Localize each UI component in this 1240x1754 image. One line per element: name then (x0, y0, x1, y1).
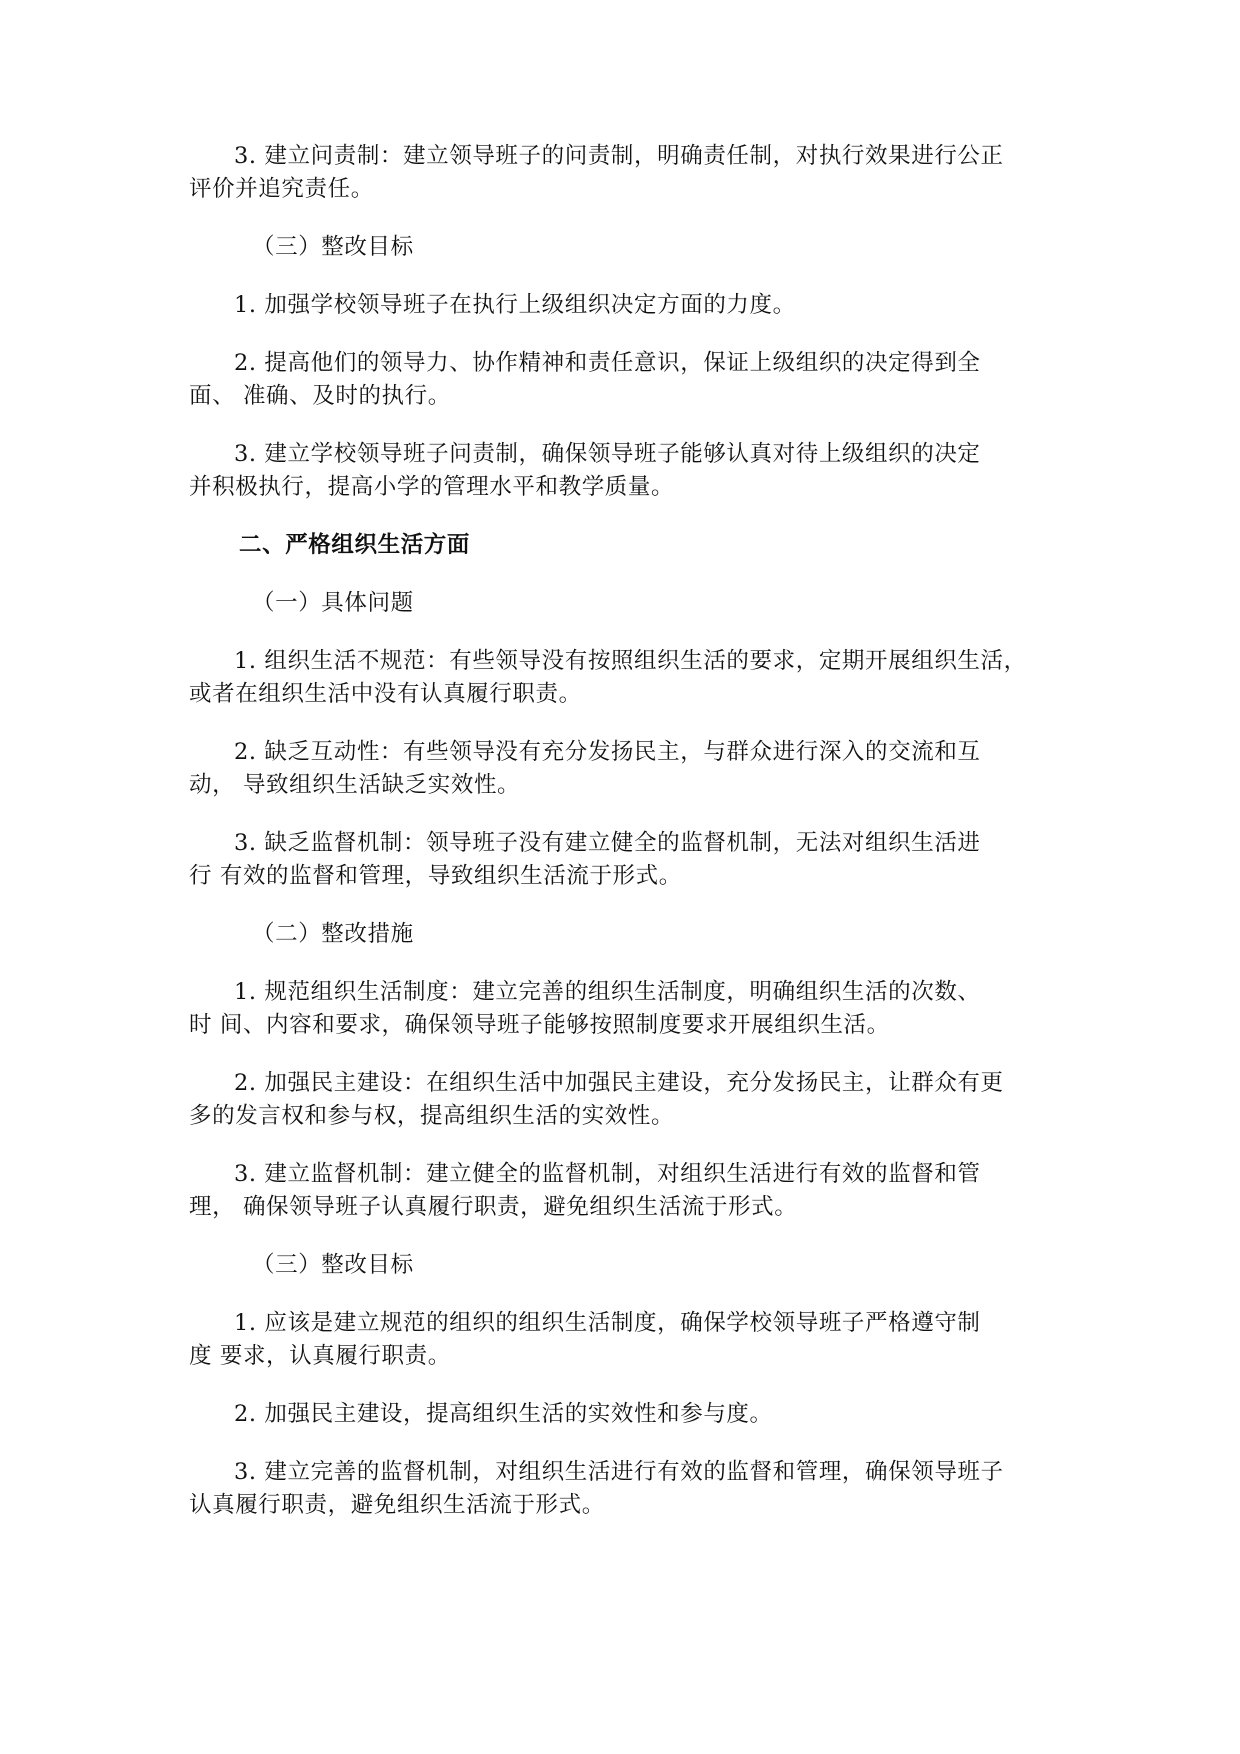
text-line: 度 要求，认真履行职责。 (189, 1343, 451, 1369)
text-line: 1. 组织生活不规范：有些领导没有按照组织生活的要求，定期开展组织生活， (234, 648, 1027, 674)
section-subheading (189, 1249, 1051, 1282)
text-line: 多的发言权和参与权，提高组织生活的实效性。 (189, 1103, 675, 1129)
paragraph (189, 347, 1051, 413)
paragraph (189, 736, 1051, 802)
text-line: 2. 提高他们的领导力、协作精神和责任意识，保证上级组织的决定得到全 (234, 350, 981, 376)
text-line: 3. 建立问责制：建立领导班子的问责制，明确责任制，对执行效果进行公正 (234, 143, 1004, 169)
text-line: （一）具体问题 (252, 590, 414, 616)
document-body (189, 140, 1051, 1547)
section-heading (189, 529, 1051, 562)
text-line: 面、 准确、及时的执行。 (189, 383, 451, 409)
text-line: 评价并追究责任。 (189, 176, 374, 202)
paragraph (189, 140, 1051, 206)
section-subheading (189, 918, 1051, 951)
text-line: 2. 加强民主建设，提高组织生活的实效性和参与度。 (234, 1401, 773, 1427)
section-subheading (189, 587, 1051, 620)
text-line: 动， 导致组织生活缺乏实效性。 (189, 772, 521, 798)
text-line: 3. 建立学校领导班子问责制，确保领导班子能够认真对待上级组织的决定 (234, 441, 981, 467)
text-line: （三）整改目标 (252, 234, 414, 260)
paragraph (189, 438, 1051, 504)
paragraph (189, 1158, 1051, 1224)
text-line: 1. 应该是建立规范的组织的组织生活制度，确保学校领导班子严格遵守制 (234, 1310, 981, 1336)
text-line: 并积极执行，提高小学的管理水平和教学质量。 (189, 474, 675, 500)
paragraph (189, 289, 1051, 322)
paragraph (189, 1398, 1051, 1431)
text-line: 理， 确保领导班子认真履行职责，避免组织生活流于形式。 (189, 1194, 798, 1220)
paragraph (189, 1307, 1051, 1373)
text-line: （二）整改措施 (252, 921, 414, 947)
text-line: 2. 缺乏互动性：有些领导没有充分发扬民主，与群众进行深入的交流和互 (234, 739, 981, 765)
text-line: 3. 建立完善的监督机制，对组织生活进行有效的监督和管理，确保领导班子 (234, 1459, 1004, 1485)
text-line: 时 间、内容和要求，确保领导班子能够按照制度要求开展组织生活。 (189, 1012, 890, 1038)
heading-text: 二、严格组织生活方面 (239, 532, 471, 558)
paragraph (189, 827, 1051, 893)
paragraph (189, 645, 1051, 711)
text-line: 认真履行职责，避免组织生活流于形式。 (189, 1492, 605, 1518)
text-line: 3. 建立监督机制：建立健全的监督机制，对组织生活进行有效的监督和管 (234, 1161, 981, 1187)
text-line: 3. 缺乏监督机制：领导班子没有建立健全的监督机制，无法对组织生活进 (234, 830, 981, 856)
text-line: 1. 加强学校领导班子在执行上级组织决定方面的力度。 (234, 292, 796, 318)
paragraph (189, 976, 1051, 1042)
text-line: 1. 规范组织生活制度：建立完善的组织生活制度，明确组织生活的次数、 (234, 979, 981, 1005)
section-subheading (189, 231, 1051, 264)
text-line: 或者在组织生活中没有认真履行职责。 (189, 681, 582, 707)
paragraph (189, 1456, 1051, 1522)
text-line: 2. 加强民主建设：在组织生活中加强民主建设，充分发扬民主，让群众有更 (234, 1070, 1004, 1096)
text-line: 行 有效的监督和管理，导致组织生活流于形式。 (189, 863, 682, 889)
paragraph (189, 1067, 1051, 1133)
text-line: （三）整改目标 (252, 1252, 414, 1278)
